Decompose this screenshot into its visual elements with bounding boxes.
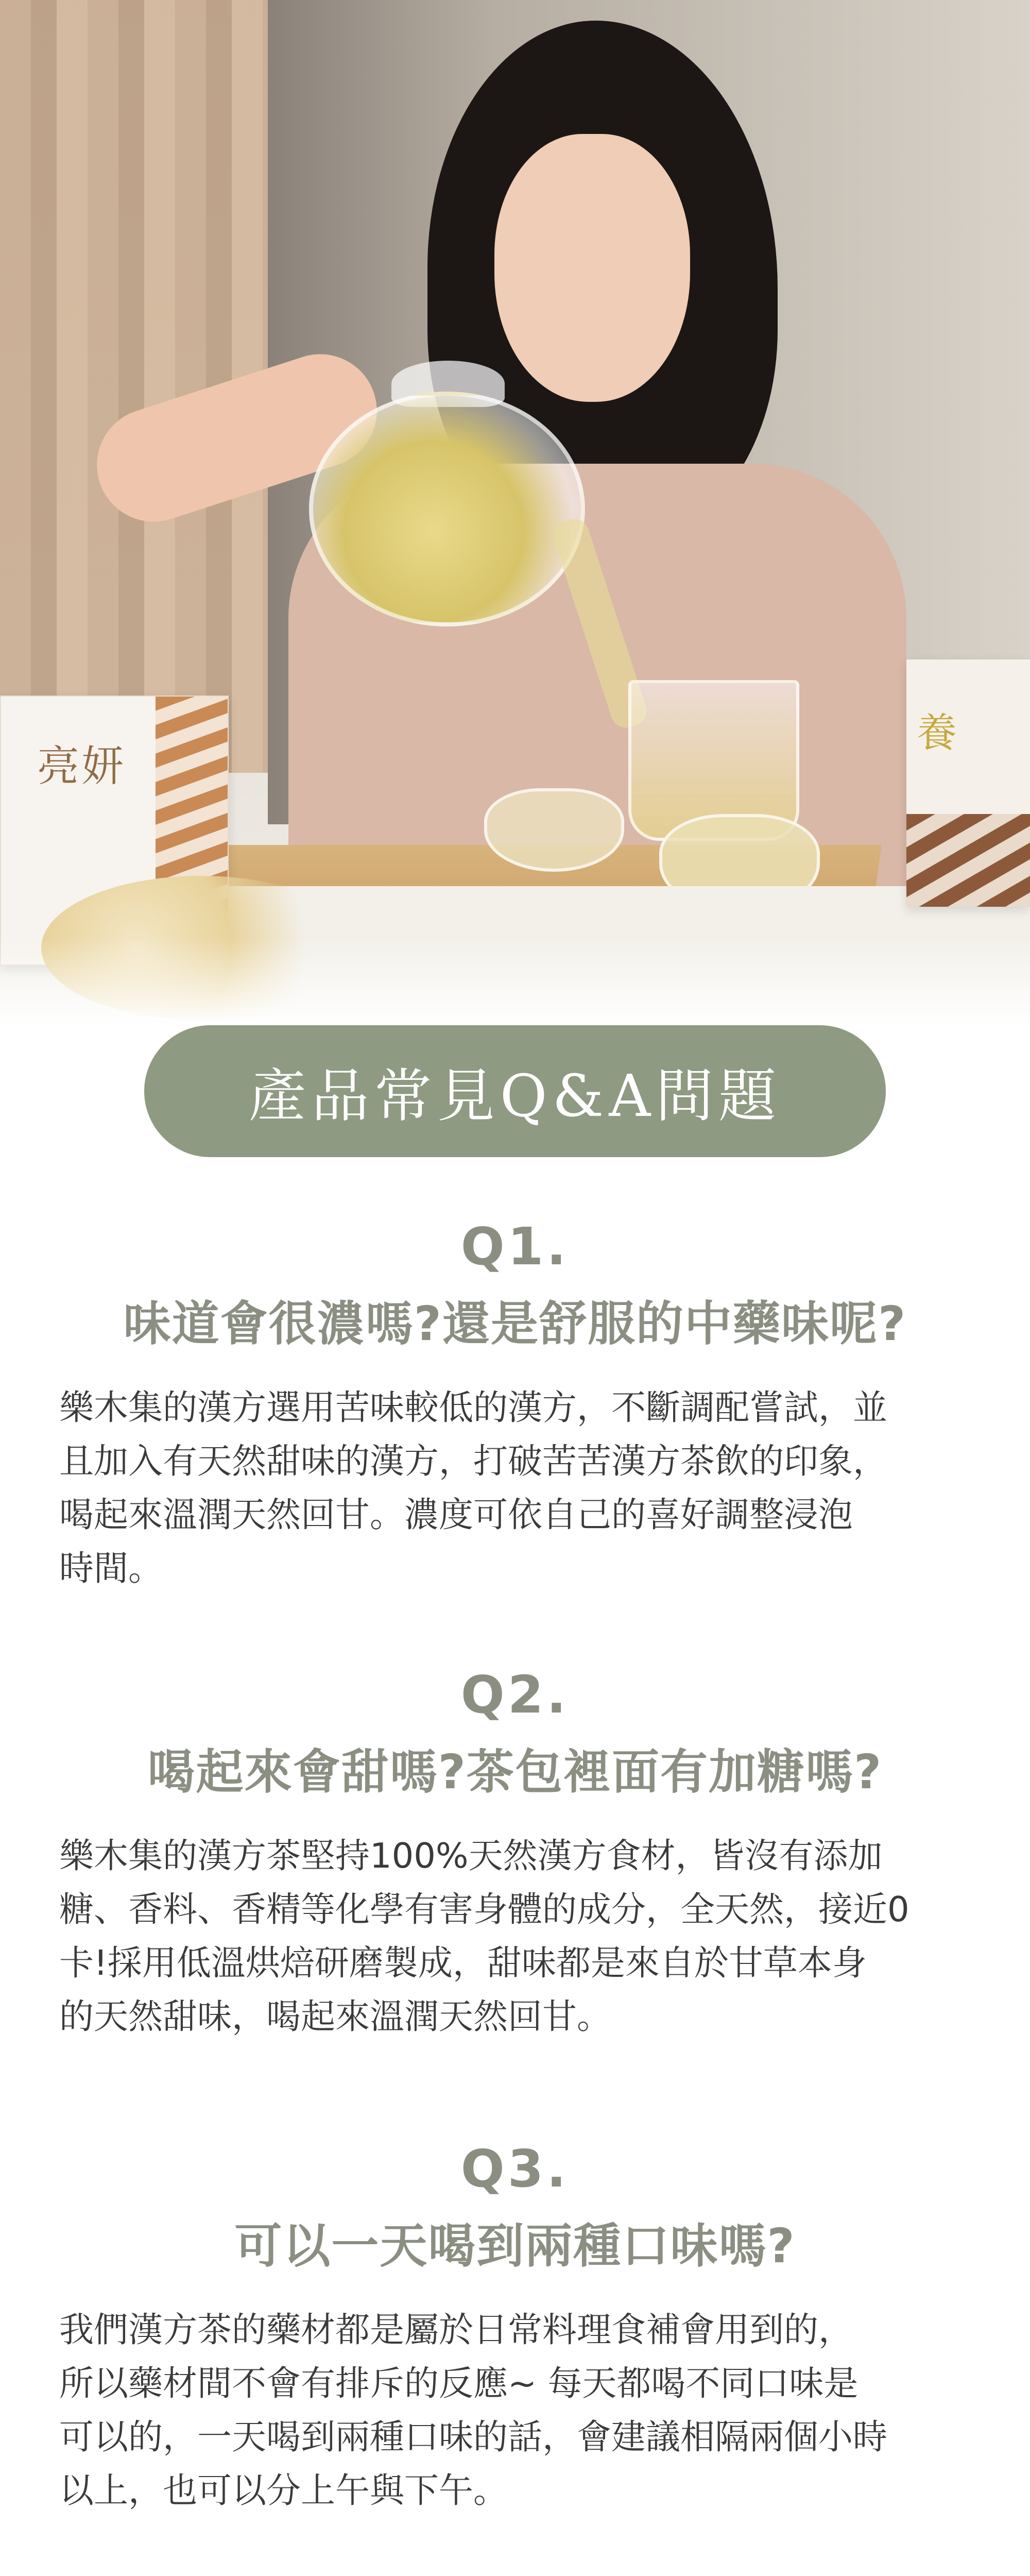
answer-line: 喝起來溫潤天然回甘。濃度可依自己的喜好調整浸泡	[59, 1495, 853, 1535]
faq-item	[0, 1664, 1030, 2043]
answer	[59, 1829, 981, 2043]
question-number: Q1.	[460, 1216, 570, 1277]
question-title: 喝起來會甜嗎?茶包裡面有加糖嗎?	[147, 1744, 883, 1800]
answer-line: 時間。	[59, 1548, 163, 1588]
answer-line: 以上，也可以分上午與下午。	[59, 2470, 508, 2511]
hero-photo	[0, 0, 1030, 1025]
answer-line: 的天然甜味，喝起來溫潤天然回甘。	[59, 1996, 611, 2037]
answer-line: 且加入有天然甜味的漢方，打破苦苦漢方茶飲的印象，	[59, 1441, 887, 1481]
answer-line: 糖、香料、香精等化學有害身體的成分，全天然，接近0	[59, 1889, 909, 1929]
answer	[59, 1381, 981, 1595]
box-pattern	[906, 814, 1030, 907]
question-title: 味道會很濃嗎?還是舒服的中藥味呢?	[123, 1296, 907, 1351]
woman-face	[494, 134, 690, 402]
box-brand-text: 養	[917, 710, 957, 756]
faq-item	[0, 2138, 1030, 2517]
small-glass-cup	[484, 788, 624, 872]
product-box-right	[906, 659, 1030, 907]
answer-line: 我們漢方茶的藥材都是屬於日常料理食補會用到的，	[59, 2310, 853, 2350]
faq-item	[0, 1216, 1030, 1595]
hero-fade	[0, 938, 1030, 1025]
question-number: Q2.	[460, 1665, 570, 1725]
answer	[59, 2303, 981, 2517]
question-title: 可以一天喝到兩種口味嗎?	[234, 2218, 796, 2274]
section-title: 產品常見Q&A問題	[248, 1062, 782, 1130]
glass-teapot	[309, 392, 585, 626]
answer-line: 所以藥材間不會有排斥的反應~ 每天都喝不同口味是	[59, 2363, 859, 2403]
answer-line: 卡!採用低溫烘焙研磨製成，甜味都是來自於甘草本身	[59, 1943, 867, 1983]
answer-line: 樂木集的漢方茶堅持100%天然漢方食材，皆沒有添加	[59, 1836, 883, 1876]
section-title-banner	[144, 1025, 886, 1157]
answer-line: 樂木集的漢方選用苦味較低的漢方，不斷調配嘗試，並	[59, 1387, 887, 1428]
answer-line: 可以的，一天喝到兩種口味的話，會建議相隔兩個小時	[59, 2417, 887, 2457]
box-brand-text: 亮妍	[37, 742, 126, 791]
question-number: Q3.	[460, 2139, 570, 2199]
